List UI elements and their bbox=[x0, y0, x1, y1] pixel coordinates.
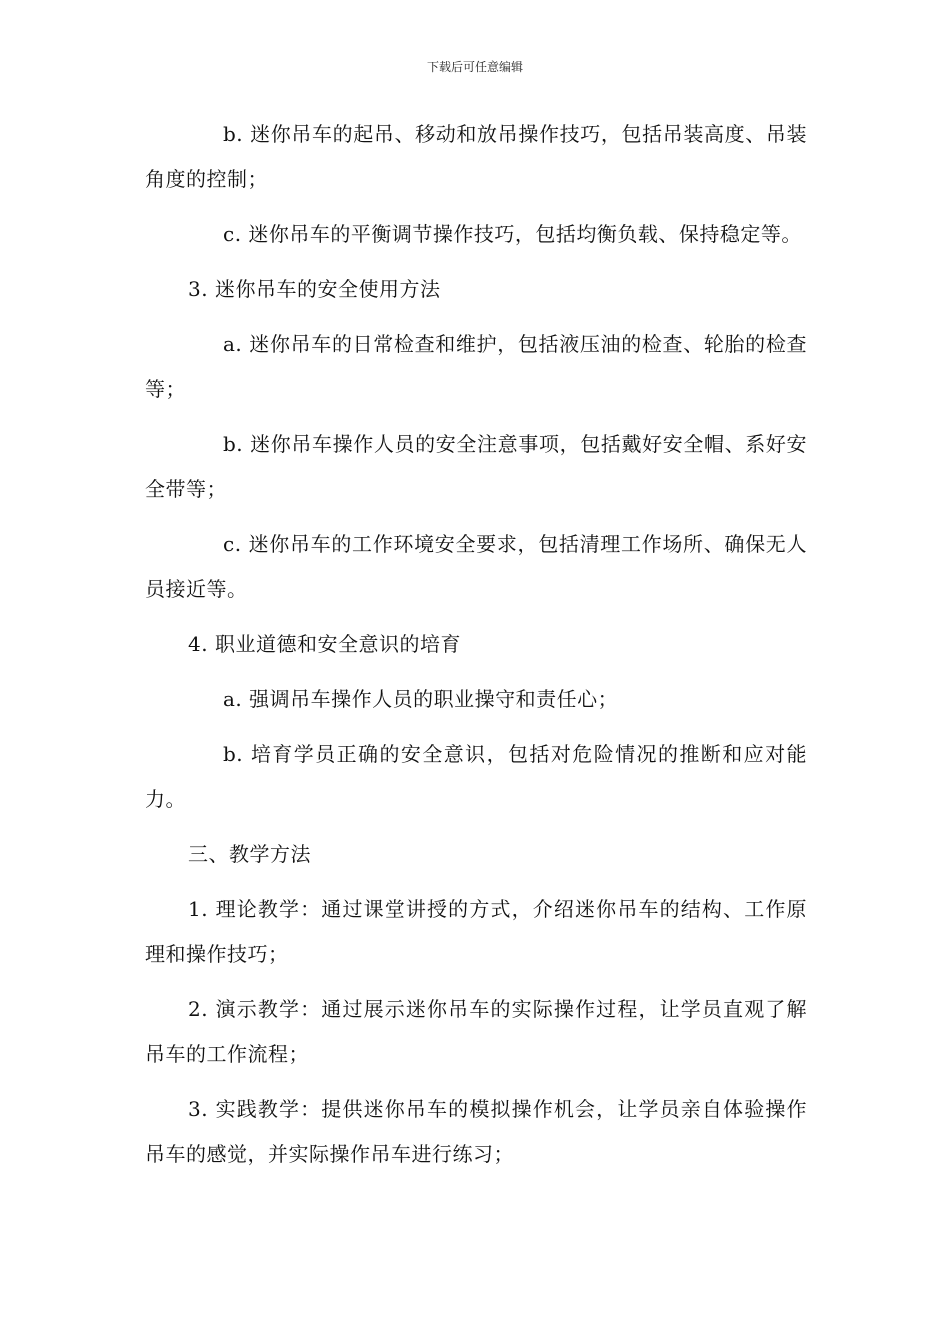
paragraph-method-3-practice: 3. 实践教学：提供迷你吊车的模拟操作机会，让学员亲自体验操作吊车的感觉，并实际操作吊车进行练习； bbox=[145, 1097, 807, 1166]
paragraph-method-2-demonstration: 2. 演示教学：通过展示迷你吊车的实际操作过程，让学员直观了解吊车的工作流程； bbox=[145, 997, 807, 1066]
paragraph-4a-responsibility: a. 强调吊车操作人员的职业操守和责任心； bbox=[223, 687, 619, 711]
paragraph-3b-operator-safety: b. 迷你吊车操作人员的安全注意事项，包括戴好安全帽、系好安全带等； bbox=[145, 432, 807, 501]
paragraph-3c-work-environment: c. 迷你吊车的工作环境安全要求，包括清理工作场所、确保无人员接近等。 bbox=[145, 532, 807, 601]
paragraph-method-1-theory: 1. 理论教学：通过课堂讲授的方式，介绍迷你吊车的结构、工作原理和操作技巧； bbox=[145, 897, 807, 966]
heading-4-ethics: 4. 职业道德和安全意识的培育 bbox=[188, 632, 461, 656]
heading-3-safety-methods: 3. 迷你吊车的安全使用方法 bbox=[188, 277, 441, 301]
paragraph-3a-daily-inspection: a. 迷你吊车的日常检查和维护，包括液压油的检查、轮胎的检查等； bbox=[145, 332, 807, 401]
document-body bbox=[145, 112, 807, 1187]
section-heading-teaching-methods: 三、教学方法 bbox=[188, 842, 311, 866]
paragraph-2b-lifting-skills: b. 迷你吊车的起吊、移动和放吊操作技巧，包括吊装高度、吊装角度的控制； bbox=[145, 122, 807, 191]
paragraph-4b-safety-awareness: b. 培育学员正确的安全意识，包括对危险情况的推断和应对能力。 bbox=[145, 742, 807, 811]
page-header: 下载后可任意编辑 bbox=[426, 60, 523, 74]
paragraph-2c-balance-skills: c. 迷你吊车的平衡调节操作技巧，包括均衡负载、保持稳定等。 bbox=[223, 222, 802, 246]
